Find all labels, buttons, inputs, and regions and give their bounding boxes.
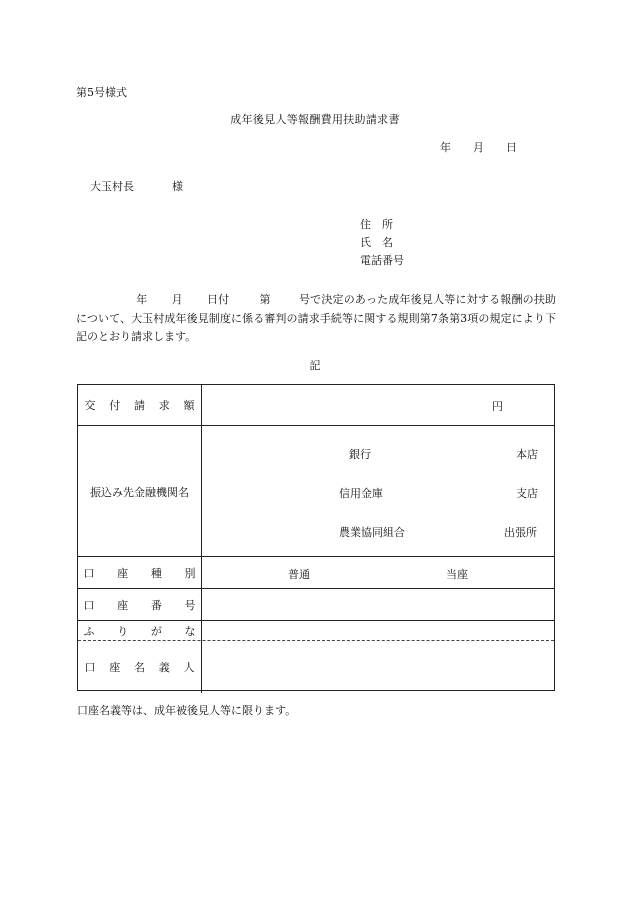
label-char: 座 bbox=[109, 661, 121, 674]
label-char: 口 bbox=[84, 661, 96, 674]
date-day: 日 bbox=[506, 141, 517, 154]
label-char: が bbox=[150, 625, 162, 638]
label-char: 別 bbox=[184, 567, 196, 580]
head-office-suffix: 本店 bbox=[516, 448, 538, 461]
addressee-honorific: 様 bbox=[172, 180, 183, 193]
body-text: 号で決定のあった成年後見人等に対する報酬の扶助について、大玉村成年後見制度に係る審判の請求手続等に関する規則第7条第3項の規定により下記のとおり請求します。 bbox=[76, 293, 557, 343]
date-month: 月 bbox=[473, 141, 484, 154]
agri-coop-suffix: 農業協同組合 bbox=[339, 526, 405, 539]
label-char: 種 bbox=[150, 567, 162, 580]
account-type-field[interactable] bbox=[202, 557, 554, 589]
label-char: 番 bbox=[150, 599, 162, 612]
label-char: 座 bbox=[117, 599, 129, 612]
label-char: 口 bbox=[83, 599, 95, 612]
furigana-label bbox=[78, 621, 202, 641]
label-char: 口 bbox=[83, 567, 95, 580]
row-amount bbox=[78, 385, 554, 425]
label-char: 請 bbox=[134, 399, 145, 412]
account-number-label bbox=[78, 589, 202, 621]
row-furigana bbox=[78, 620, 554, 641]
bank-suffix: 銀行 bbox=[349, 448, 371, 461]
label-char: 額 bbox=[183, 399, 195, 412]
account-holder-label bbox=[78, 641, 202, 693]
label-char: 座 bbox=[117, 567, 129, 580]
label-char: 求 bbox=[158, 399, 170, 412]
label-char: 名 bbox=[134, 661, 145, 674]
label-char: 義 bbox=[158, 661, 170, 674]
address-label: 住 所 bbox=[360, 218, 393, 231]
addressee bbox=[90, 180, 183, 194]
date-line bbox=[440, 141, 517, 155]
label-char: 付 bbox=[109, 399, 121, 412]
row-account-holder bbox=[78, 640, 554, 693]
applicant-address bbox=[360, 218, 560, 232]
footnote: 口座名義等は、成年被後見人等に限ります。 bbox=[77, 704, 297, 717]
ordinary-option[interactable]: 普通 bbox=[288, 568, 310, 581]
label-char: 号 bbox=[184, 599, 196, 612]
claim-table bbox=[77, 384, 555, 691]
account-holder-field[interactable] bbox=[202, 641, 554, 693]
label-char: 交 bbox=[84, 399, 96, 412]
bank-field[interactable] bbox=[202, 426, 554, 557]
row-bank bbox=[78, 425, 554, 557]
sub-branch-suffix: 出張所 bbox=[504, 526, 537, 539]
addressee-name: 大玉村長 bbox=[90, 180, 134, 193]
current-option[interactable]: 当座 bbox=[446, 568, 468, 581]
form-number: 第5号様式 bbox=[76, 86, 127, 99]
date-year: 年 bbox=[440, 141, 451, 154]
label-char: ふ bbox=[83, 625, 95, 638]
furigana-field[interactable] bbox=[202, 621, 554, 641]
branch-suffix: 支店 bbox=[516, 487, 538, 500]
document-title: 成年後見人等報酬費用扶助請求書 bbox=[230, 113, 400, 126]
account-number-field[interactable] bbox=[202, 589, 554, 621]
body-dai: 第 bbox=[259, 293, 271, 306]
body-year: 年 bbox=[136, 293, 148, 306]
body-date-suffix: 日付 bbox=[206, 293, 230, 306]
body-month: 月 bbox=[171, 293, 183, 306]
body-paragraph bbox=[76, 291, 556, 347]
bank-label bbox=[78, 426, 202, 557]
ki-heading: 記 bbox=[309, 359, 321, 372]
name-label: 氏 名 bbox=[360, 236, 393, 249]
amount-label bbox=[78, 385, 202, 425]
label-char: り bbox=[117, 625, 129, 638]
amount-unit: 円 bbox=[492, 400, 503, 413]
label-char: 人 bbox=[183, 661, 195, 674]
applicant-name bbox=[360, 236, 560, 250]
credit-union-suffix: 信用金庫 bbox=[339, 487, 383, 500]
phone-label: 電話番号 bbox=[360, 254, 404, 267]
applicant-phone bbox=[360, 254, 560, 268]
bank-label-text: 振込み先金融機関名 bbox=[90, 485, 189, 499]
amount-field[interactable] bbox=[202, 385, 554, 425]
label-char: な bbox=[184, 625, 196, 638]
row-account-type bbox=[78, 556, 554, 589]
row-account-number bbox=[78, 588, 554, 621]
account-type-label bbox=[78, 557, 202, 589]
